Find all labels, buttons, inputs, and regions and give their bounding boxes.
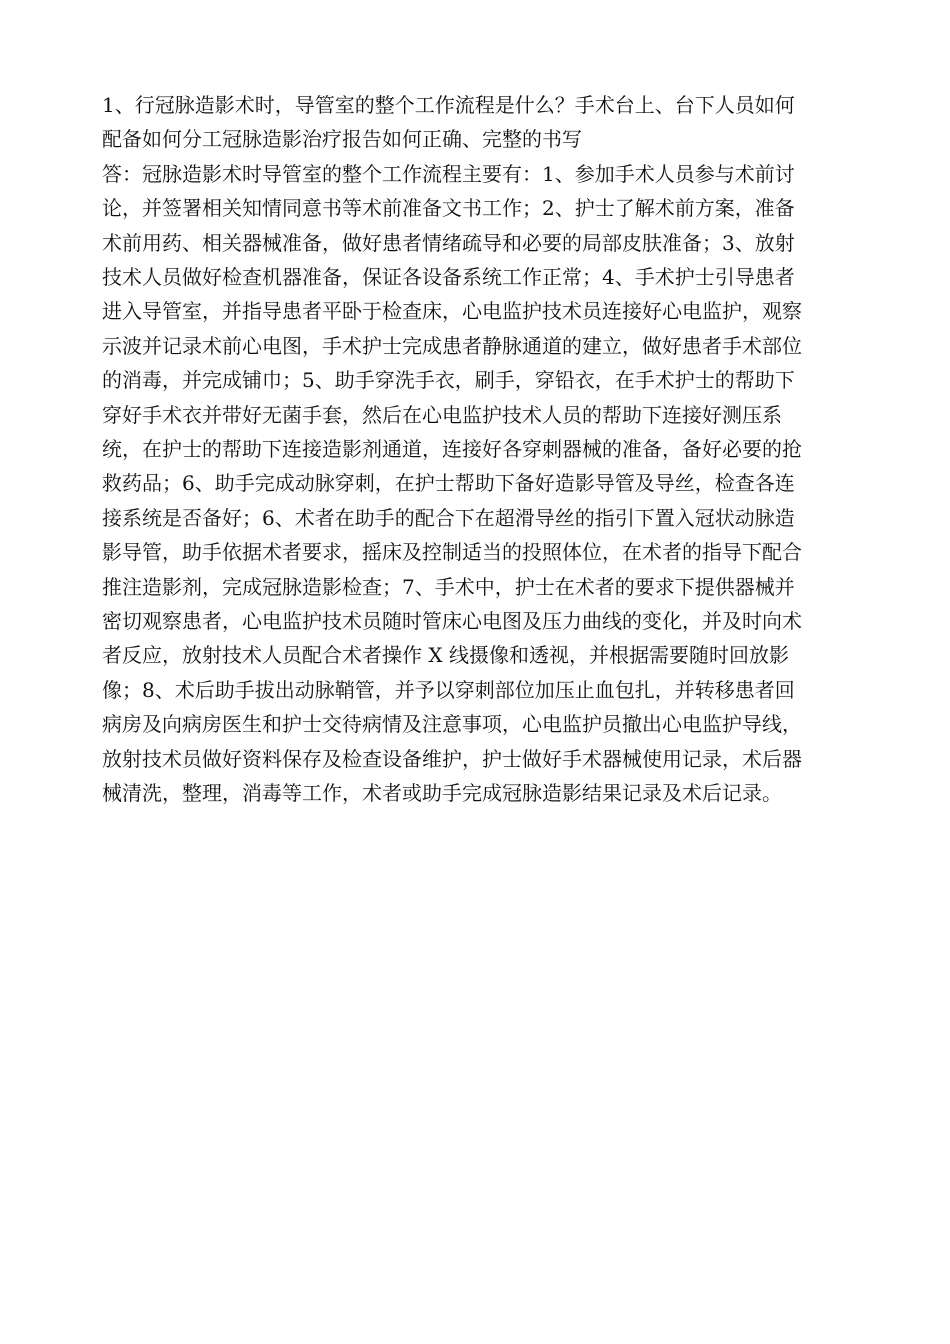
question-paragraph: 1、行冠脉造影术时，导管室的整个工作流程是什么？手术台上、台下人员如何 配备如何分工冠脉造影治疗报告如何正确、完整的书写: [102, 93, 795, 152]
answer-paragraph: 答：冠脉造影术时导管室的整个工作流程主要有：1、参加手术人员参与术前讨 论，并签署相关知情同意书等术前准备文书工作；2、护士了解术前方案，准备 术前用药、相关器械准备，做好患者情绪疏导和必要的局部皮肤准备；3、放射 技术人员做好检查机器准备，保证各设备系统工作正常；4、手术护士引导患者 进入导管室，并指导患者平卧于检查床，心电监护技术员连接好心电监护，观察 示波并记录术前心电图，手术护士完成患者静脉通道的建立，做好患者手术部位 的消毒，并完成铺巾；5、助手穿洗手衣，刷手，穿铅衣，在手术护士的帮助下 穿好手术衣并带好无菌手套，然后在心电监护技术人员的帮助下连接好测压系 统，在护士的帮助下连接造影剂通道，连接好各穿刺器械的准备，备好必要的抢 救药品；6、助手完成动脉穿刺，在护士帮助下备好造影导管及导丝，检查各连 接系统是否备好；6、术者在助手的配合下在超滑导丝的指引下置入冠状动脉造 影导管，助手依据术者要求，摇床及控制适当的投照体位，在术者的指导下配合 推注造影剂，完成冠脉造影检查；7、手术中，护士在术者的要求下提供器械并 密切观察患者，心电监护技术员随时管床心电图及压力曲线的变化，并及时向术 者反应，放射技术人员配合术者操作 X 线摄像和透视，并根据需要随时回放影 像；8、术后助手拔出动脉鞘管，并予以穿刺部位加压止血包扎，并转移患者回 病房及向病房医生和护士交待病情及注意事项，心电监护员撤出心电监护导线， 放射技术员做好资料保存及检查设备维护，护士做好手术器械使用记录，术后器 械清洗，整理，消毒等工作，术者或助手完成冠脉造影结果记录及术后记录。: [102, 161, 802, 806]
